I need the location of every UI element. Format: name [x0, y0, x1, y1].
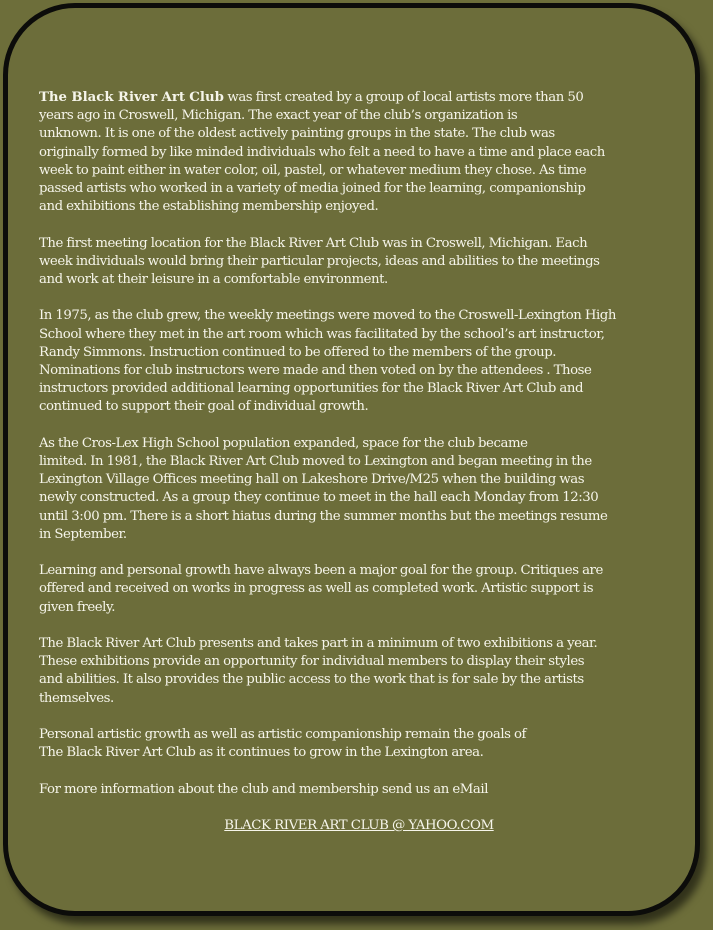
text-line: limited. In 1981, the Black River Art Club moved to Lexington and began meeting in the [39, 454, 592, 470]
text-line: School where they met in the art room which was facilitated by the school’s art instructor, [39, 326, 605, 342]
text-line: originally formed by like minded individuals who felt a need to have a time and place each [39, 144, 605, 160]
text-line: The Black River Art Club presents and takes part in a minimum of two exhibitions a year. [39, 636, 598, 652]
email-link[interactable]: BLACK RIVER ART CLUB @ YAHOO.COM [224, 818, 494, 833]
text-line: given freely. [39, 599, 116, 615]
paragraph-goals [39, 726, 679, 762]
text-line: Learning and personal growth have always been a major goal for the group. Critiques are [39, 563, 603, 579]
text-line: Randy Simmons. Instruction continued to be offered to the members of the group. [39, 344, 557, 360]
paragraph-1981-move [39, 435, 679, 544]
text-line: newly constructed. As a group they continue to meet in the hall each Monday from 12:30 [39, 490, 599, 506]
text-line: Lexington Village Offices meeting hall on Lakeshore Drive/M25 when the building was [39, 472, 585, 488]
text-line: week individuals would bring their particular projects, ideas and abilities to the meetings [39, 253, 600, 269]
text-line: offered and received on works in progress as well as completed work. Artistic support is [39, 581, 594, 597]
paragraph-learning [39, 562, 679, 617]
text-line: Personal artistic growth as well as artistic companionship remain the goals of [39, 727, 526, 743]
text-line: In 1975, as the club grew, the weekly meetings were moved to the Croswell-Lexington High [39, 308, 616, 324]
text-line: and abilities. It also provides the public access to the work that is for sale by the artists [39, 672, 584, 688]
text-line: until 3:00 pm. There is a short hiatus during the summer months but the meetings resume [39, 508, 608, 524]
text-line: and work at their leisure in a comfortable environment. [39, 272, 388, 288]
paragraph-exhibitions [39, 635, 679, 708]
text-line: These exhibitions provide an opportunity for individual members to display their styles [39, 654, 585, 670]
text-line: The first meeting location for the Black River Art Club was in Croswell, Michigan. Each [39, 235, 588, 251]
paragraph-1975-move [39, 307, 679, 416]
text-line: years ago in Croswell, Michigan. The exact year of the club’s organization is [39, 108, 518, 124]
text-line: For more information about the club and membership send us an eMail [39, 781, 488, 797]
text-line: passed artists who worked in a variety of media joined for the learning, companionship [39, 181, 586, 197]
club-history-text [39, 89, 679, 835]
text-line: continued to support their goal of individual growth. [39, 399, 369, 415]
text-line: As the Cros-Lex High School population expanded, space for the club became [39, 435, 528, 451]
paragraph-first-meeting [39, 235, 679, 290]
text-line: in September. [39, 526, 127, 542]
text-line: was first created by a group of local artists more than 50 [223, 90, 584, 105]
text-line: and exhibitions the establishing membership enjoyed. [39, 199, 379, 215]
club-name-heading: The Black River Art Club [39, 90, 224, 105]
text-line: Nominations for club instructors were made and then voted on by the attendees . Those [39, 363, 592, 379]
text-line: themselves. [39, 690, 114, 706]
text-line: unknown. It is one of the oldest actively painting groups in the state. The club was [39, 126, 555, 142]
paragraph-intro [39, 89, 679, 216]
paragraph-contact [39, 781, 679, 799]
text-line: week to paint either in water color, oil, pastel, or whatever medium they chose. As time [39, 162, 587, 178]
text-line: The Black River Art Club as it continues to grow in the Lexington area. [39, 745, 484, 761]
text-line: instructors provided additional learning opportunities for the Black River Art Club and [39, 381, 584, 397]
